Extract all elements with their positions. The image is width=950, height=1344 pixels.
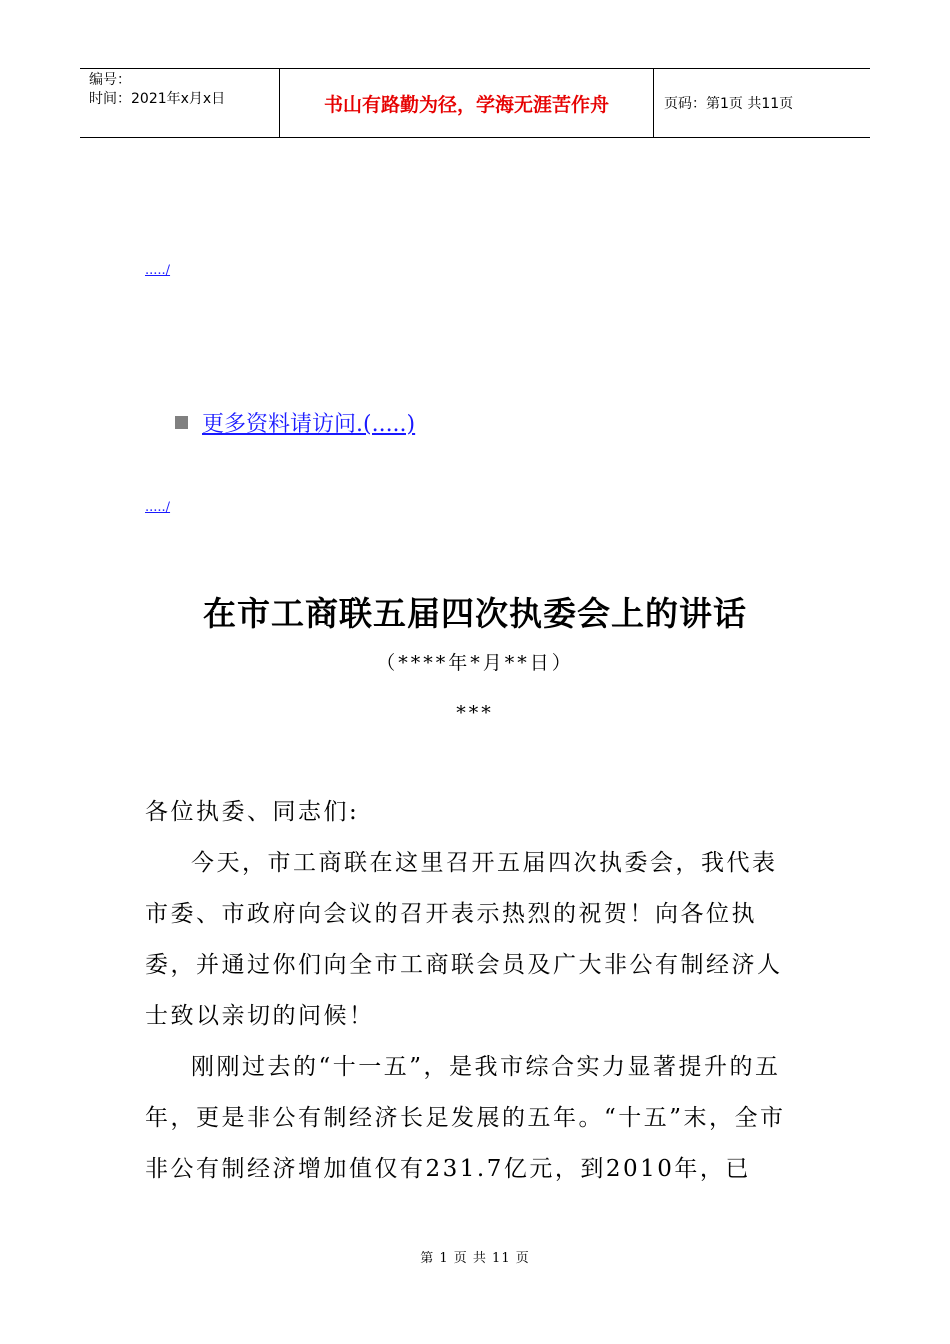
document-header [80, 68, 870, 138]
time-label: 时间：2021年x月x日 [89, 91, 226, 107]
square-bullet-icon [175, 416, 188, 429]
number-label: 编号： [89, 72, 131, 88]
document-date: （****年*月**日） [376, 652, 574, 674]
document-author: *** [456, 702, 494, 724]
more-resources-link[interactable]: 更多资料请访问.(.....) [202, 412, 416, 437]
document-body [145, 787, 795, 1195]
more-resources [175, 407, 415, 438]
paragraph-1: 今天，市工商联在这里召开五届四次执委会，我代表市委、市政府向会议的召开表示热烈的祝贺！向各位执委，并通过你们向全市工商联会员及广大非公有制经济人士致以亲切的问候！ [145, 850, 783, 1029]
header-motto: 书山有路勤为径，学海无涯苦作舟 [280, 69, 654, 137]
paragraph-2: 刚刚过去的“十一五”，是我市综合实力显著提升的五年，更是非公有制经济长足发展的五年。“十五”末，全市非公有制经济增加值仅有231.7亿元，到2010年，已 [145, 1054, 786, 1182]
top-link[interactable]: ...../ [145, 263, 171, 278]
second-link[interactable]: ...../ [145, 500, 171, 515]
header-meta [80, 69, 280, 137]
page-footer: 第 1 页 共 11 页 [420, 1251, 530, 1266]
document-title: 在市工商联五届四次执委会上的讲话 [203, 594, 747, 633]
header-page-info: 页码：第1页 共11页 [664, 96, 794, 112]
salutation: 各位执委、同志们: [145, 799, 360, 825]
